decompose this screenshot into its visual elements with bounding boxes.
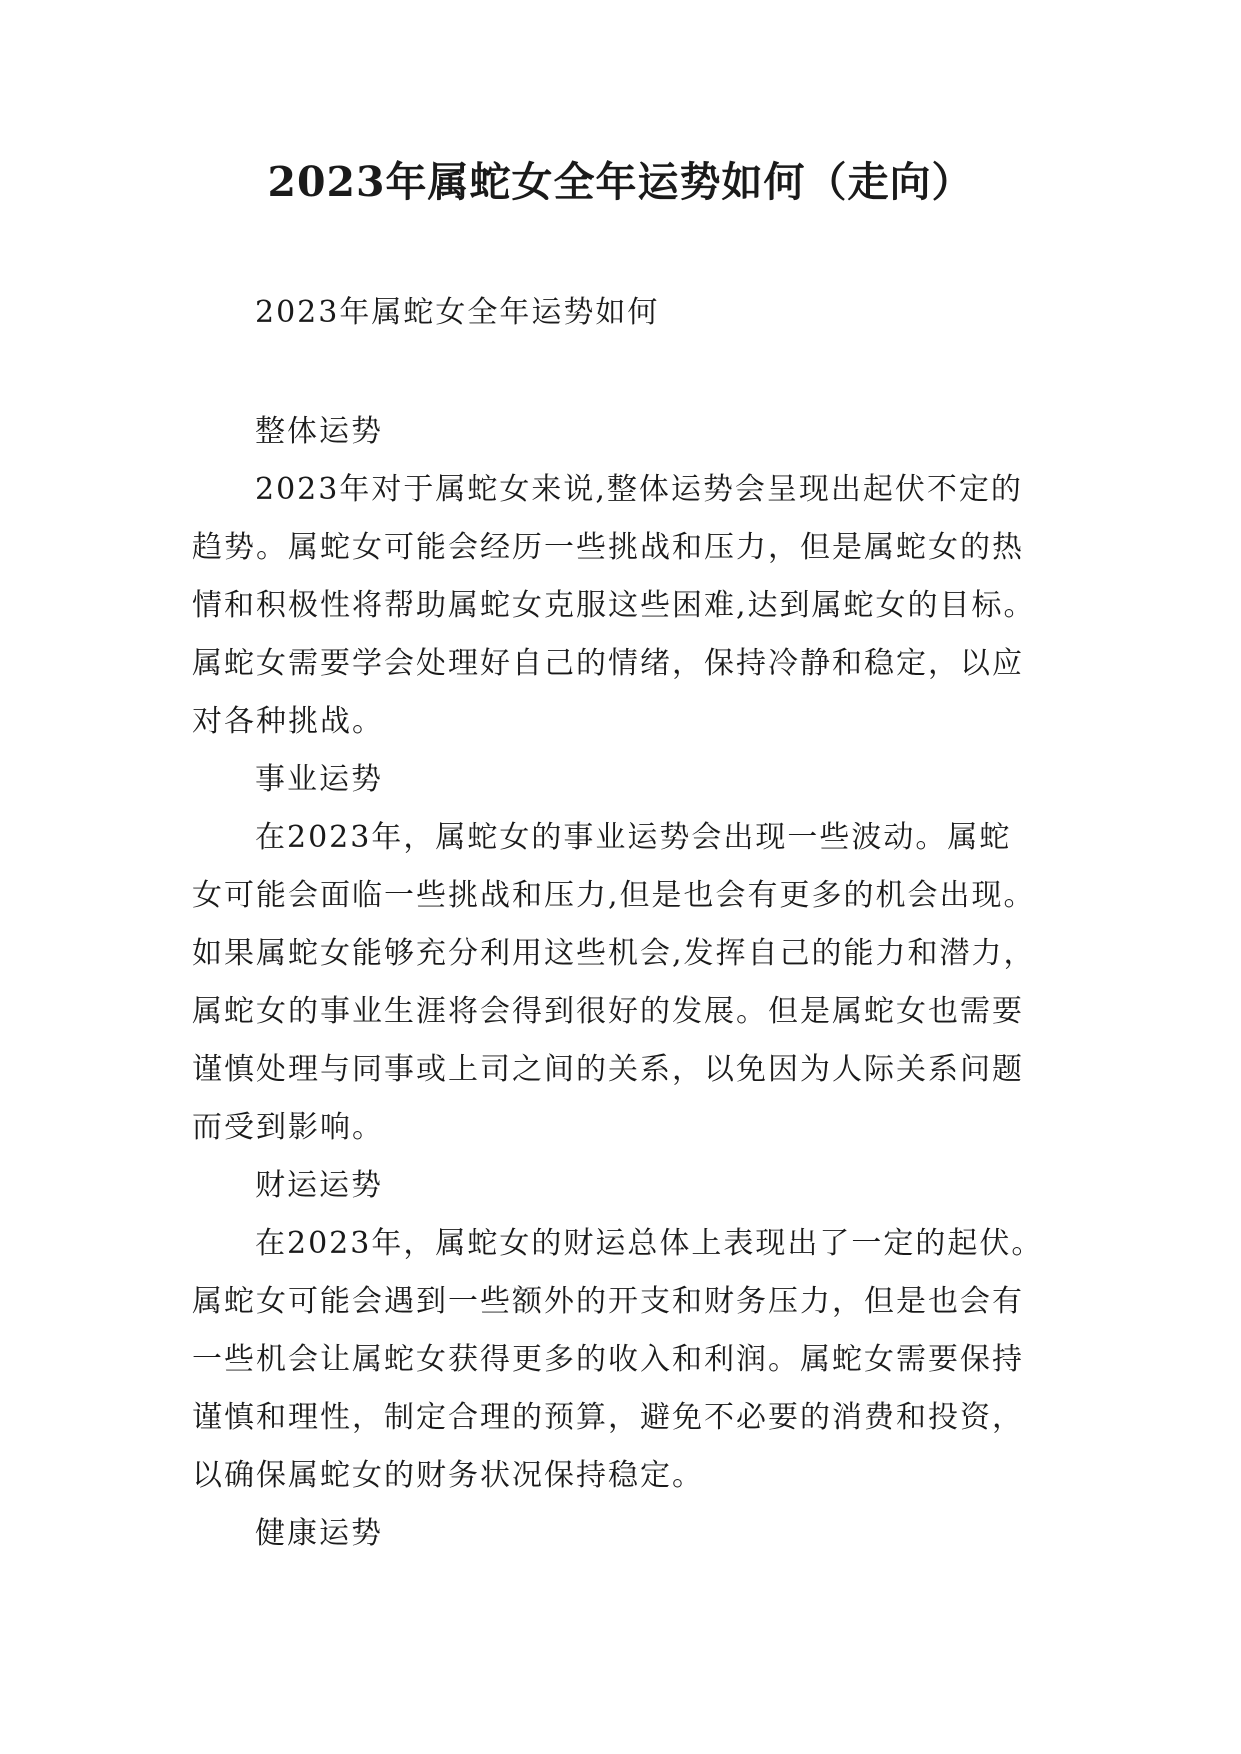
section-paragraph-career <box>192 809 1052 1157</box>
paragraph-line: 如果属蛇女能够充分利用这些机会,发挥自己的能力和潜力， <box>192 936 1036 971</box>
document-subtitle: 2023年属蛇女全年运势如何 <box>255 295 660 330</box>
section-heading-wealth: 财运运势 <box>255 1168 383 1203</box>
paragraph-line: 2023年对于属蛇女来说,整体运势会呈现出起伏不定的 <box>255 472 1023 507</box>
paragraph-line: 而受到影响。 <box>192 1110 384 1145</box>
section-paragraph-overall <box>192 461 1052 751</box>
paragraph-line: 谨慎处理与同事或上司之间的关系，以免因为人际关系问题 <box>192 1052 1024 1087</box>
paragraph-line: 谨慎和理性，制定合理的预算，避免不必要的消费和投资， <box>192 1400 1024 1435</box>
document-body <box>192 403 1052 1563</box>
paragraph-line: 一些机会让属蛇女获得更多的收入和利润。属蛇女需要保持 <box>192 1342 1024 1377</box>
section-heading-career: 事业运势 <box>255 762 383 797</box>
paragraph-line: 在2023年，属蛇女的财运总体上表现出了一定的起伏。 <box>255 1226 1044 1261</box>
section-heading-overall: 整体运势 <box>255 414 383 449</box>
paragraph-line: 趋势。属蛇女可能会经历一些挑战和压力，但是属蛇女的热 <box>192 530 1024 565</box>
paragraph-line: 女可能会面临一些挑战和压力,但是也会有更多的机会出现。 <box>192 878 1036 913</box>
paragraph-line: 对各种挑战。 <box>192 704 384 739</box>
paragraph-line: 属蛇女需要学会处理好自己的情绪，保持冷静和稳定，以应 <box>192 646 1024 681</box>
section-paragraph-wealth <box>192 1215 1052 1505</box>
section-heading-health: 健康运势 <box>255 1516 383 1551</box>
paragraph-line: 属蛇女可能会遇到一些额外的开支和财务压力，但是也会有 <box>192 1284 1024 1319</box>
paragraph-line: 在2023年，属蛇女的事业运势会出现一些波动。属蛇 <box>255 820 1012 855</box>
paragraph-line: 属蛇女的事业生涯将会得到很好的发展。但是属蛇女也需要 <box>192 994 1024 1029</box>
paragraph-line: 以确保属蛇女的财务状况保持稳定。 <box>192 1458 704 1493</box>
paragraph-line: 情和积极性将帮助属蛇女克服这些困难,达到属蛇女的目标。 <box>192 588 1036 623</box>
document-title: 2023年属蛇女全年运势如何（走向） <box>267 158 974 206</box>
